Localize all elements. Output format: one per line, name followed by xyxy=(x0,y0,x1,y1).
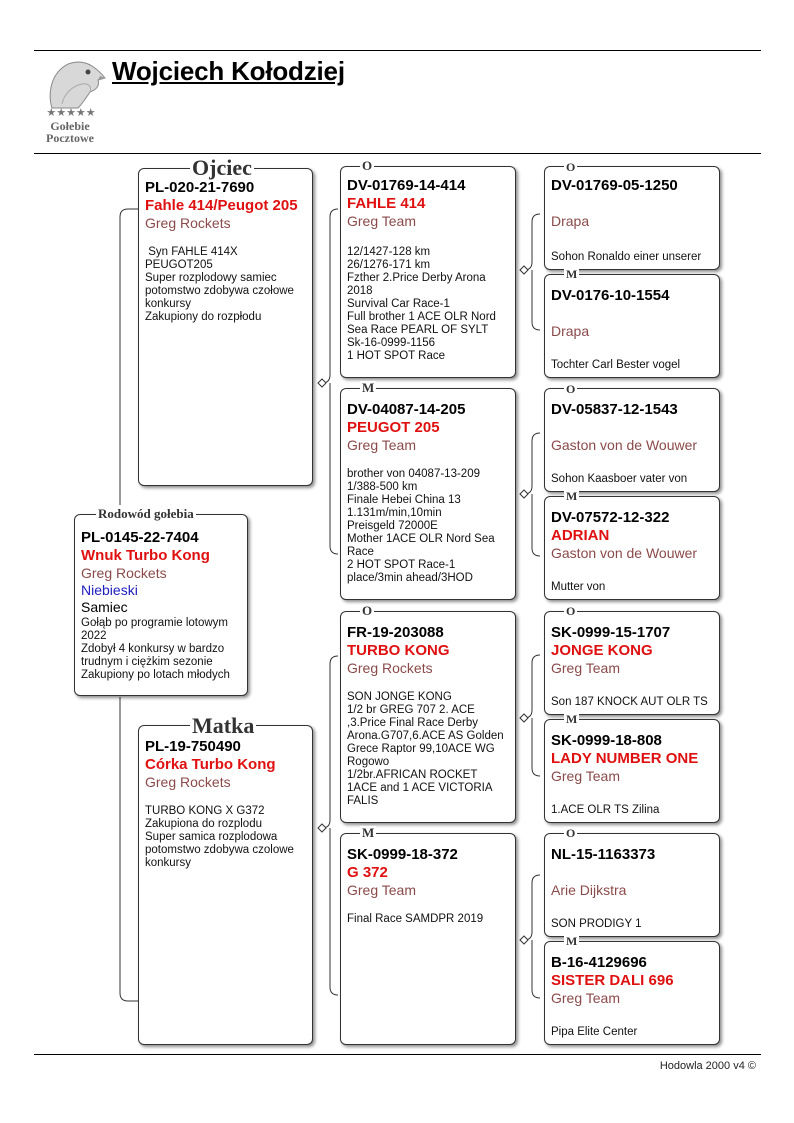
ggp-ring: DV-0176-10-1554 xyxy=(551,287,670,304)
ggp-note: Son 187 KNOCK AUT OLR TS xyxy=(551,696,708,708)
note-line: Zakupiony po lotach młodych xyxy=(81,669,230,681)
gp-breeder: Greg Rockets xyxy=(347,660,433,676)
ggp-breeder: Gaston von de Wouwer xyxy=(551,437,698,453)
ggp-ring: DV-01769-05-1250 xyxy=(551,177,678,194)
gp-breeder: Greg Team xyxy=(347,437,416,453)
mother-ring: PL-19-750490 xyxy=(145,738,241,755)
note-line: 1 HOT SPOT Race xyxy=(347,350,445,362)
ggp-breeder: Greg Team xyxy=(551,768,620,784)
note-line: Survival Car Race-1 xyxy=(347,298,450,310)
father-label: Ojciec xyxy=(192,155,252,180)
note-line: Syn FAHLE 414X xyxy=(145,246,238,258)
note-line: Preisgeld 72000E xyxy=(347,520,438,532)
note-line: Super rozplodowy samiec xyxy=(145,272,277,284)
gp-label: M xyxy=(362,825,375,840)
ggp-label: O xyxy=(566,382,576,396)
ggp-breeder: Greg Team xyxy=(551,990,620,1006)
father-name: Fahle 414/Peugot 205 xyxy=(145,197,298,214)
ggp-card xyxy=(544,833,720,937)
ggp-note: 1.ACE OLR TS Zilina xyxy=(551,804,660,816)
note-line: Grece Raptor 99,10ACE WG xyxy=(347,743,495,755)
note-line: konkursy xyxy=(145,857,192,869)
father-breeder: Greg Rockets xyxy=(145,215,231,231)
note-line: ,3.Price Final Race Derby xyxy=(347,717,479,729)
ggp-card xyxy=(544,941,720,1045)
ggp-card xyxy=(544,496,720,600)
note-line: Final Race SAMDPR 2019 xyxy=(347,913,484,925)
logo-line-2: Pocztowe xyxy=(46,131,94,145)
mother-notes xyxy=(145,805,306,870)
grandsire-maternal-card xyxy=(340,611,516,823)
father-notes xyxy=(145,246,306,324)
note-line: 1/2 br GREG 707 2. ACE xyxy=(347,704,475,716)
ggp-note: SON PRODIGY 1 xyxy=(551,918,642,930)
ggp-ring: SK-0999-18-808 xyxy=(551,732,662,749)
ggp-name: JONGE KONG xyxy=(551,642,653,659)
ggp-ring: DV-07572-12-322 xyxy=(551,509,670,526)
footer-credit: Hodowla 2000 v4 © xyxy=(659,1060,756,1072)
note-line: FALIS xyxy=(347,795,379,807)
note-line: 1/388-500 km xyxy=(347,481,418,493)
ggp-label: M xyxy=(566,712,578,726)
gp-label: O xyxy=(362,158,373,173)
owner-name: Wojciech Kołodziej xyxy=(112,56,345,86)
mother-breeder: Greg Rockets xyxy=(145,774,231,790)
gp-breeder: Greg Team xyxy=(347,213,416,229)
note-line: Finale Hebei China 13 xyxy=(347,494,461,506)
ggp-name xyxy=(551,305,713,323)
note-line: Full brother 1 ACE OLR Nord xyxy=(347,311,496,323)
note-line: Sea Race PEARL OF SYLT xyxy=(347,324,489,336)
ggp-note: Tochter Carl Bester vogel xyxy=(551,359,681,371)
granddam-paternal-card xyxy=(340,388,516,600)
note-line: place/3min ahead/3HOD xyxy=(347,572,473,584)
gp-name: PEUGOT 205 xyxy=(347,419,440,436)
note-line: 1ACE and 1 ACE VICTORIA xyxy=(347,782,493,794)
subject-ring: PL-0145-22-7404 xyxy=(81,529,199,546)
subject-name: Wnuk Turbo Kong xyxy=(81,547,210,564)
ggp-breeder: Drapa xyxy=(551,213,590,229)
note-line: 2018 xyxy=(347,285,373,297)
gp-name: FAHLE 414 xyxy=(347,195,426,212)
ggp-name: SISTER DALI 696 xyxy=(551,972,674,989)
father-card xyxy=(138,168,313,486)
note-line: Rogowo xyxy=(347,756,390,768)
subject-breeder: Greg Rockets xyxy=(81,565,167,581)
subject-label: Rodowód gołebia xyxy=(98,506,194,521)
note-line: Arona.G707,6.ACE AS Golden xyxy=(347,730,504,742)
ggp-name: LADY NUMBER ONE xyxy=(551,750,699,767)
grandsire-paternal-card xyxy=(340,166,516,378)
gp-name: TURBO KONG xyxy=(347,642,450,659)
ggp-note: Sohon Kaasboer vater von xyxy=(551,473,688,485)
gp-notes xyxy=(347,246,509,363)
mother-card xyxy=(138,725,313,1045)
subject-sex: Samiec xyxy=(81,599,128,615)
note-line: Mother 1ACE OLR Nord Sea xyxy=(347,533,495,545)
gp-notes xyxy=(347,468,509,585)
note-line: Super samica rozplodowa xyxy=(145,831,278,843)
note-line: 26/1276-171 km xyxy=(347,259,431,271)
note-line: PEUGOT205 xyxy=(145,259,213,271)
ggp-label: M xyxy=(566,934,578,948)
gp-notes xyxy=(347,913,509,926)
ggp-card xyxy=(544,719,720,823)
note-line: 2022 xyxy=(81,630,107,642)
gp-ring: DV-04087-14-205 xyxy=(347,401,466,418)
subject-notes xyxy=(81,617,241,682)
mother-name: Córka Turbo Kong xyxy=(145,756,276,773)
note-line: potomstwo zdobywa czołowe xyxy=(145,285,294,297)
gp-notes xyxy=(347,691,509,808)
gp-name: G 372 xyxy=(347,864,388,881)
note-line: brother von 04087-13-209 xyxy=(347,468,480,480)
rating-stars: ★★★★★ xyxy=(46,107,96,119)
ggp-card xyxy=(544,388,720,492)
ggp-label: O xyxy=(566,160,576,174)
ggp-name xyxy=(551,419,713,437)
ggp-label: O xyxy=(566,826,576,840)
note-line: Race xyxy=(347,546,374,558)
ggp-label: O xyxy=(566,604,576,618)
note-line: 2 HOT SPOT Race-1 xyxy=(347,559,456,571)
note-line: Zakupiona do rozplodu xyxy=(145,818,262,830)
note-line: konkursy xyxy=(145,298,192,310)
subject-card xyxy=(74,514,248,696)
note-line: potomstwo zdobywa czolowe xyxy=(145,844,294,856)
mother-label: Matka xyxy=(192,713,255,738)
ggp-note: Sohon Ronaldo einer unserer xyxy=(551,251,702,263)
ggp-breeder: Gaston von de Wouwer xyxy=(551,545,698,561)
ggp-ring: SK-0999-15-1707 xyxy=(551,624,671,641)
ggp-card xyxy=(544,611,720,715)
note-line: TURBO KONG X G372 xyxy=(145,805,265,817)
ggp-name xyxy=(551,864,713,882)
note-line: SON JONGE KONG xyxy=(347,691,452,703)
note-line: Zakupiony do rozpłodu xyxy=(145,311,262,323)
ggp-label: M xyxy=(566,267,578,281)
ggp-ring: B-16-4129696 xyxy=(551,954,647,971)
ggp-note: Pipa Elite Center xyxy=(551,1026,638,1038)
ggp-label: M xyxy=(566,489,578,503)
note-line: 1/2br.AFRICAN ROCKET xyxy=(347,769,478,781)
note-line: Fzther 2.Price Derby Arona xyxy=(347,272,486,284)
granddam-maternal-card xyxy=(340,833,516,1045)
ggp-name: ADRIAN xyxy=(551,527,610,544)
gp-label: M xyxy=(362,380,375,395)
ggp-ring: NL-15-1163373 xyxy=(551,846,656,863)
note-line: Zdobył 4 konkursy w bardzo xyxy=(81,643,225,655)
ggp-breeder: Arie Dijkstra xyxy=(551,882,627,898)
ggp-card xyxy=(544,166,720,270)
subject-color: Niebieski xyxy=(81,582,138,598)
gp-ring: DV-01769-14-414 xyxy=(347,177,466,194)
note-line: Gołąb po programie lotowym xyxy=(81,617,229,629)
note-line: 12/1427-128 km xyxy=(347,246,431,258)
ggp-card xyxy=(544,274,720,378)
ggp-breeder: Drapa xyxy=(551,323,590,339)
ggp-note: Mutter von xyxy=(551,581,606,593)
logo-line-1: Gołebie xyxy=(50,119,90,133)
gp-breeder: Greg Team xyxy=(347,882,416,898)
gp-label: O xyxy=(362,603,373,618)
note-line: 1.131m/min,10min xyxy=(347,507,442,519)
note-line: trudnym i ciężkim sezonie xyxy=(81,656,213,668)
gp-ring: SK-0999-18-372 xyxy=(347,846,458,863)
father-ring: PL-020-21-7690 xyxy=(145,179,255,196)
ggp-breeder: Greg Team xyxy=(551,660,620,676)
gp-ring: FR-19-203088 xyxy=(347,624,444,641)
ggp-ring: DV-05837-12-1543 xyxy=(551,401,678,418)
note-line: Sk-16-0999-1156 xyxy=(347,337,436,349)
ggp-name xyxy=(551,195,713,213)
